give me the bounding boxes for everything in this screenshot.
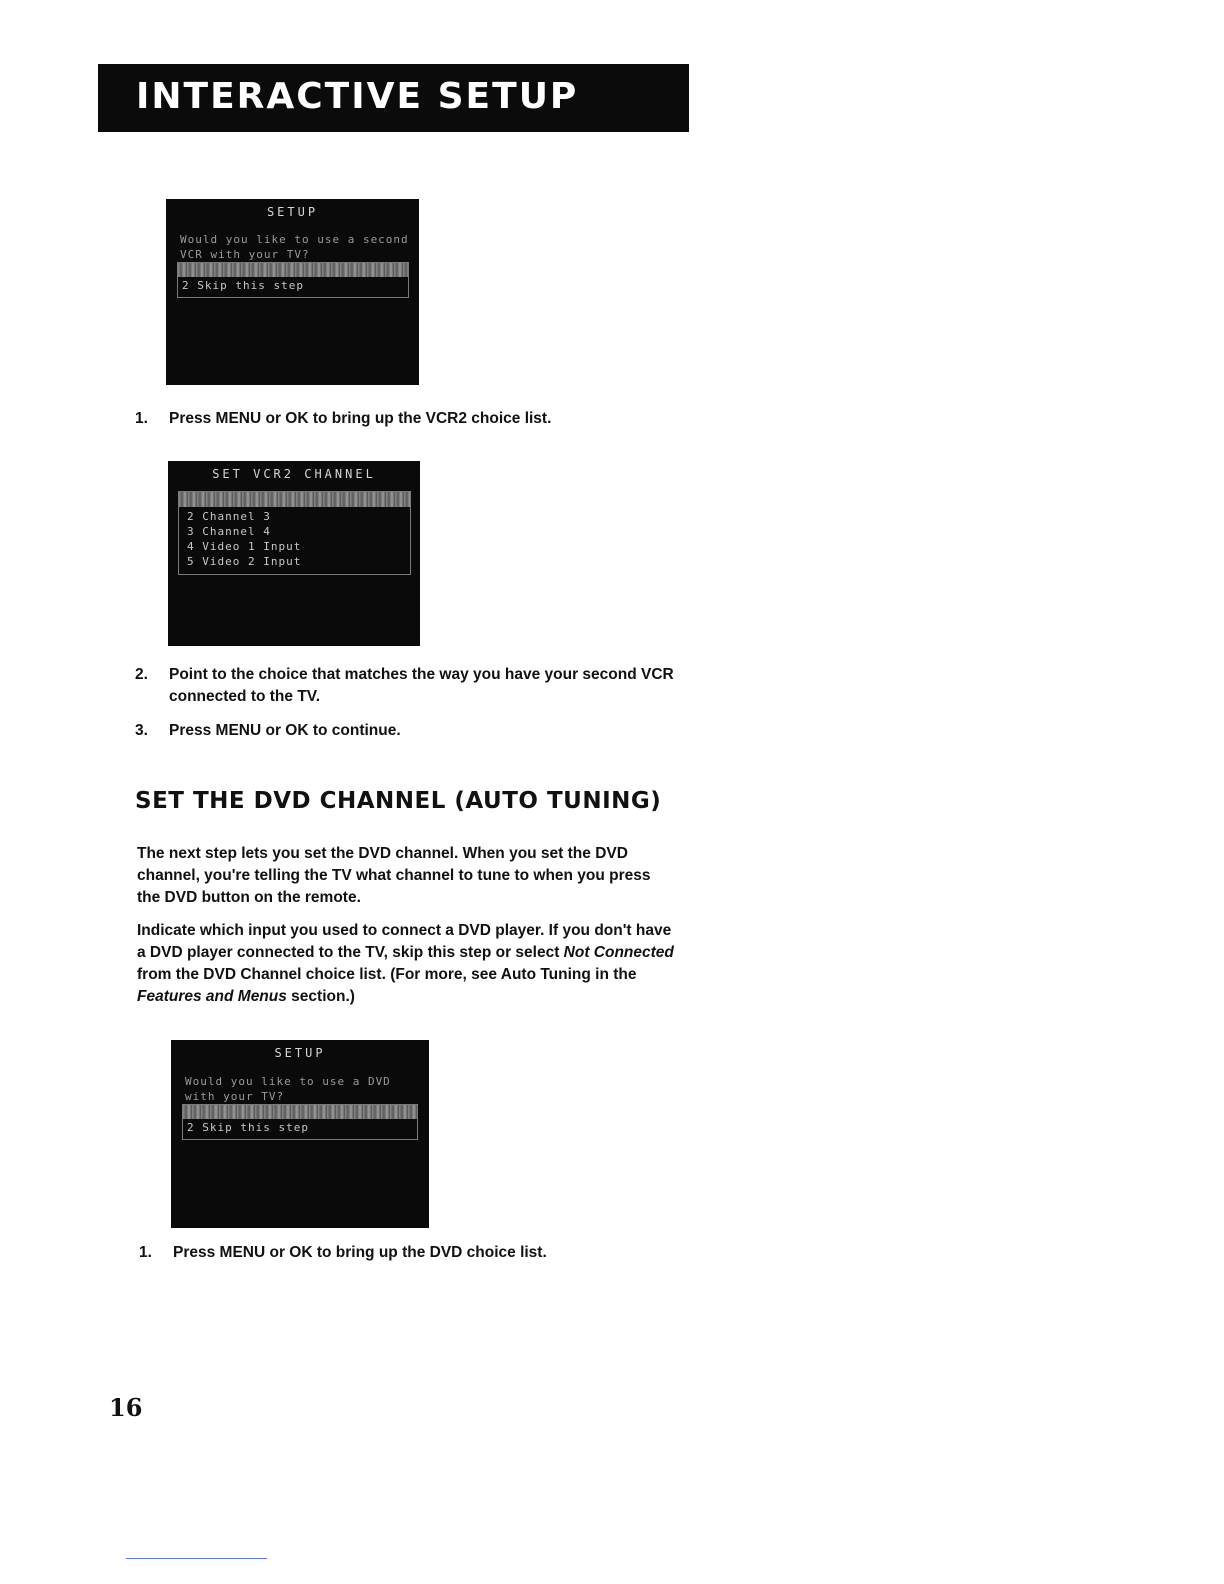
section-heading: SET THE DVD CHANNEL (AUTO TUNING)	[135, 788, 662, 814]
instruction-step	[135, 664, 735, 710]
footer-rule	[126, 1558, 267, 1559]
choice-skip-step[interactable]: 2 Skip this step	[187, 1121, 309, 1134]
screen-prompt-line: Would you like to use a DVD	[185, 1075, 391, 1088]
paragraph-line: Indicate which input you used to connect a DVD player. If you don't have	[137, 922, 672, 939]
paragraph-line	[137, 942, 717, 964]
tv-screen-set-vcr2-channel	[168, 461, 420, 646]
choice-video-1-input[interactable]: 4 Video 1 Input	[187, 540, 302, 553]
choice-skip-step[interactable]: 2 Skip this step	[182, 279, 304, 292]
choice-list	[182, 1104, 418, 1140]
paragraph-line: the DVD button on the remote.	[137, 889, 361, 906]
selected-choice[interactable]	[179, 492, 410, 507]
step-number: 2.	[135, 666, 148, 683]
step-text: Press MENU or OK to continue.	[169, 722, 401, 739]
step-text: Press MENU or OK to bring up the DVD choice list.	[173, 1244, 547, 1261]
paragraph-line: channel, you're telling the TV what channel to tune to when you press	[137, 867, 651, 884]
step-number: 3.	[135, 722, 148, 739]
body-paragraph	[137, 843, 717, 909]
screen-title: SETUP	[274, 1046, 326, 1060]
section-banner	[98, 64, 689, 132]
tv-screen-setup-dvd	[171, 1040, 429, 1228]
choice-video-2-input[interactable]: 5 Video 2 Input	[187, 555, 302, 568]
choice-list	[178, 491, 411, 575]
selected-choice[interactable]	[178, 263, 408, 277]
screen-prompt-line: Would you like to use a second	[180, 233, 409, 246]
instruction-step	[135, 720, 735, 744]
choice-channel-3[interactable]: 2 Channel 3	[187, 510, 271, 523]
step-text-line: connected to the TV.	[169, 688, 321, 705]
paragraph-line: from the DVD Channel choice list. (For more, see Auto Tuning in the	[137, 966, 637, 983]
paragraph-line: The next step lets you set the DVD channel. When you set the DVD	[137, 845, 628, 862]
step-number: 1.	[139, 1244, 152, 1261]
selected-choice[interactable]	[183, 1105, 417, 1119]
instruction-step	[135, 408, 735, 432]
screen-prompt-line: with your TV?	[185, 1090, 285, 1103]
banner-title: INTERACTIVE SETUP	[136, 76, 579, 117]
emphasis-features-and-menus: Features and Menus	[137, 988, 287, 1005]
page-number: 16	[109, 1393, 143, 1422]
emphasis-not-connected: Not Connected	[563, 944, 674, 961]
instruction-step	[139, 1242, 739, 1266]
paragraph-text: section.)	[286, 988, 355, 1005]
screen-title: SETUP	[266, 205, 319, 219]
step-number: 1.	[135, 410, 148, 427]
paragraph-text: a DVD player connected to the TV, skip this step or select	[137, 944, 564, 961]
body-paragraph	[137, 920, 717, 1008]
paragraph-line	[137, 986, 717, 1008]
tv-screen-setup-vcr2	[166, 199, 419, 385]
choice-channel-4[interactable]: 3 Channel 4	[187, 525, 271, 538]
choice-list	[177, 262, 409, 298]
screen-title: SET VCR2 CHANNEL	[212, 467, 376, 481]
screen-prompt-line: VCR with your TV?	[180, 248, 310, 261]
step-text: Press MENU or OK to bring up the VCR2 choice list.	[169, 410, 552, 427]
step-text-line: Point to the choice that matches the way you have your second VCR	[169, 666, 674, 683]
